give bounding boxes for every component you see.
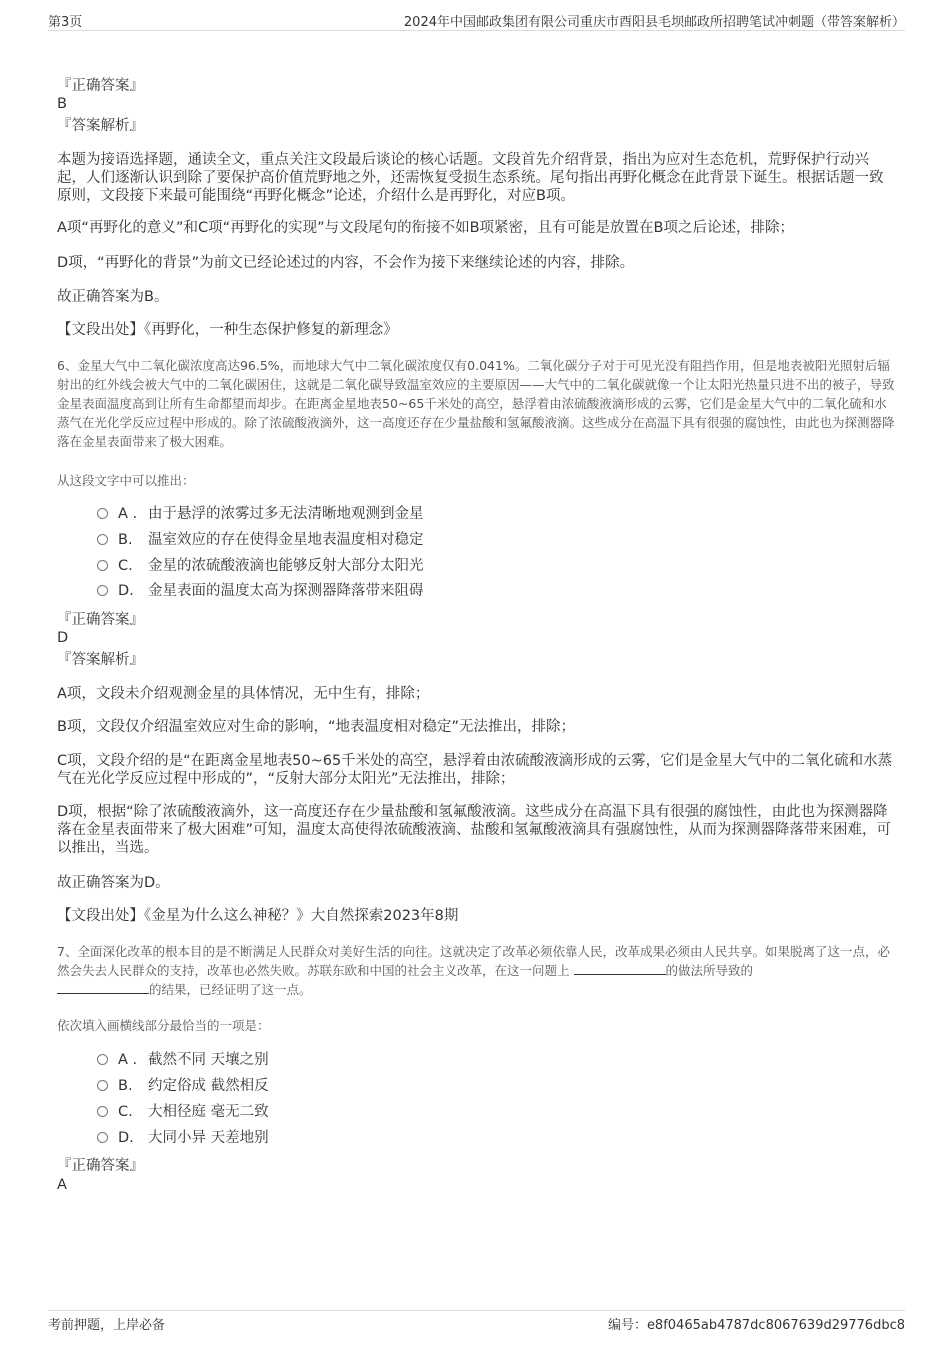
page-header bbox=[48, 8, 905, 31]
q6-analysis-paragraph: C项，文段介绍的是“在距离金星地表50~65千米处的高空，悬浮着由浓硫酸液滴形成的云雾，它们是金星大气中的二氧化硫和水蒸气在光化学反应过程中形成的”，“反射大部分太阳光”无法推出，排除； bbox=[57, 753, 893, 787]
q7-prompt: 依次填入画横线部分最恰当的一项是： bbox=[57, 1018, 270, 1033]
document-id: 编号：e8f0465ab4787dc8067639d29776dbc8 bbox=[607, 1318, 905, 1333]
q6-answer: D bbox=[57, 630, 69, 646]
q5-conclusion: 故正确答案为B。 bbox=[57, 289, 169, 305]
q6-prompt: 从这段文字中可以推出： bbox=[57, 473, 195, 488]
q6-conclusion: 故正确答案为D。 bbox=[57, 875, 170, 891]
q6-option-d[interactable]: D. 金星表面的温度太高为探测器降落带来阻碍 bbox=[97, 582, 424, 600]
q5-analysis-paragraph: 本题为接语选择题，通读全文，重点关注文段最后谈论的核心话题。文段首先介绍背景，指出为应对生态危机，荒野保护行动兴起，人们逐渐认识到除了要保护高价值荒野地之外，还需恢复受损生态系统。尾句指出再野化概念在此背景下诞生。根据话题一致原则，文段接下来最可能围绕“再野化概念”论述，介绍什么是再野化，对应B项。 bbox=[57, 152, 884, 204]
fill-blank bbox=[57, 980, 149, 994]
radio-icon[interactable] bbox=[97, 1132, 108, 1143]
q5-analysis-paragraph: A项“再野化的意义”和C项“再野化的实现”与文段尾句的衔接不如B项紧密，且有可能是放置在B项之后论述，排除； bbox=[57, 220, 794, 236]
q7-option-a[interactable]: A . 截然不同 天壤之别 bbox=[97, 1051, 269, 1069]
page-footer bbox=[48, 1310, 905, 1333]
q6-option-b[interactable]: B. 温室效应的存在使得金星地表温度相对稳定 bbox=[97, 531, 424, 549]
q6-option-c[interactable]: C. 金星的浓硫酸液滴也能够反射大部分太阳光 bbox=[97, 557, 424, 575]
q5-analysis-label: 『答案解析』 bbox=[57, 118, 144, 134]
q7-answer-label: 『正确答案』 bbox=[57, 1158, 144, 1174]
radio-icon[interactable] bbox=[97, 1106, 108, 1117]
q5-analysis-paragraph: D项，“再野化的背景”为前文已经论述过的内容，不会作为接下来继续论述的内容，排除。 bbox=[57, 255, 635, 271]
q7-answer: A bbox=[57, 1177, 67, 1193]
q7-option-b[interactable]: B. 约定俗成 截然相反 bbox=[97, 1077, 269, 1095]
q5-answer: B bbox=[57, 96, 67, 112]
q5-answer-label: 『正确答案』 bbox=[57, 78, 144, 94]
footer-slogan: 考前押题，上岸必备 bbox=[48, 1318, 166, 1333]
radio-icon[interactable] bbox=[97, 1054, 108, 1065]
q5-source: 【文段出处】《再野化，一种生态保护修复的新理念》 bbox=[57, 322, 398, 338]
page-number: 第3页 bbox=[48, 15, 83, 30]
q6-option-a[interactable]: A . 由于悬浮的浓雾过多无法清晰地观测到金星 bbox=[97, 505, 424, 523]
radio-icon[interactable] bbox=[97, 1080, 108, 1091]
radio-icon[interactable] bbox=[97, 534, 108, 545]
q6-stem: 6、金星大气中二氧化碳浓度高达96.5%，而地球大气中二氧化碳浓度仅有0.041%。二氧化碳分子对于可见光没有阻挡作用，但是地表被阳光照射后辐射出的红外线会被大气中的二氧化碳困住，这就是二氧化碳导致温室效应的主要原因——大气中的二氧化碳就像一个让太阳光热量只进不出的被子，导致金星表面温度高到让所有生命都望而却步。在距离金星地表50~65千米处的高空，悬浮着由浓硫酸液滴形成的云雾，它们是金星大气中的二氧化硫和水蒸气在光化学反应过程中形成的。除了浓硫酸液滴外，这一高度还存在少量盐酸和氢氟酸液滴。这些成分在高温下具有很强的腐蚀性，由此也为探测器降落在金星表面带来了极大困难。 bbox=[57, 358, 895, 449]
q6-analysis-label: 『答案解析』 bbox=[57, 652, 144, 668]
q6-source: 【文段出处】《金星为什么这么神秘？》大自然探索2023年8期 bbox=[57, 908, 459, 924]
radio-icon[interactable] bbox=[97, 508, 108, 519]
q6-analysis-paragraph: A项，文段未介绍观测金星的具体情况，无中生有，排除； bbox=[57, 686, 430, 702]
q6-analysis-paragraph: D项，根据“除了浓硫酸液滴外，这一高度还存在少量盐酸和氢氟酸液滴。这些成分在高温下具有很强的腐蚀性，由此也为探测器降落在金星表面带来了极大困难”可知，温度太高使得浓硫酸液滴、盐酸和氢氟酸液滴具有强腐蚀性，从而为探测器降落带来困难，可以推出，当选。 bbox=[57, 804, 892, 856]
q7-option-c[interactable]: C. 大相径庭 毫无二致 bbox=[97, 1103, 269, 1121]
q6-answer-label: 『正确答案』 bbox=[57, 612, 144, 628]
q6-analysis-paragraph: B项，文段仅介绍温室效应对生命的影响，“地表温度相对稳定”无法推出，排除； bbox=[57, 719, 575, 735]
q7-stem: 7、全面深化改革的根本目的是不断满足人民群众对美好生活的向往。这就决定了改革必须依靠人民，改革成果必须由人民共享。如果脱离了这一点，必然会失去人民群众的支持，改革也必然失败。苏联东欧和中国的社会主义改革，在这一问题上 的做法所导致的 的结果，已经证明了这一点。 bbox=[57, 944, 890, 997]
radio-icon[interactable] bbox=[97, 560, 108, 571]
document-title: 2024年中国邮政集团有限公司重庆市酉阳县毛坝邮政所招聘笔试冲刺题（带答案解析） bbox=[403, 15, 905, 30]
q7-option-d[interactable]: D. 大同小异 天差地别 bbox=[97, 1129, 269, 1147]
fill-blank bbox=[574, 961, 666, 975]
radio-icon[interactable] bbox=[97, 585, 108, 596]
